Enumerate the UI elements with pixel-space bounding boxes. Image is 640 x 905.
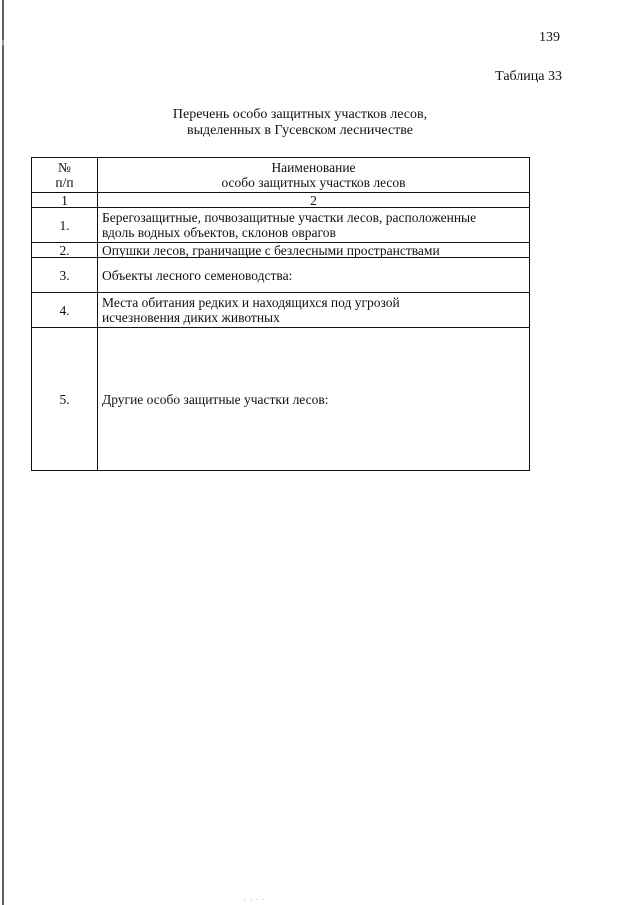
row-number: 2.	[32, 243, 98, 258]
header-name-line-1: Наименование	[271, 160, 356, 175]
row-name: Другие особо защитные участки лесов:	[98, 328, 530, 471]
index-cell-1: 1	[32, 193, 98, 208]
row-number: 5.	[32, 328, 98, 471]
row-name	[98, 208, 530, 243]
document-title-line-1: Перечень особо защитных участков лесов,	[172, 107, 428, 122]
row-number: 3.	[32, 258, 98, 293]
row-number: 4.	[32, 293, 98, 328]
header-number-abbrev: п/п	[55, 175, 74, 190]
row-name	[98, 293, 530, 328]
table-row	[32, 328, 530, 471]
header-number-cell	[32, 158, 98, 193]
table-row	[32, 243, 530, 258]
index-cell-2: 2	[98, 193, 530, 208]
row-name-line-2: вдоль водных объектов, склонов оврагов	[102, 225, 336, 240]
scan-artifact: . . . .	[244, 893, 265, 902]
table-row	[32, 293, 530, 328]
table-header-row	[32, 158, 530, 193]
header-name-line-2: особо защитных участков лесов	[221, 175, 406, 190]
table-row	[32, 258, 530, 293]
document-title-line-2: выделенных в Гусевском лесничестве	[186, 123, 414, 138]
document-title	[100, 107, 500, 139]
row-name-line-1: Берегозащитные, почвозащитные участки лесов, расположенные	[102, 210, 477, 225]
scan-edge-line	[2, 0, 4, 905]
table-index-row	[32, 193, 530, 208]
row-number: 1.	[32, 208, 98, 243]
table-row	[32, 208, 530, 243]
row-name-line-1: Места обитания редких и находящихся под угрозой	[102, 295, 400, 310]
table-label: Таблица 33	[495, 69, 562, 84]
header-name-cell	[98, 158, 530, 193]
row-name: Опушки лесов, граничащие с безлесными пространствами	[98, 243, 530, 258]
protected-areas-table	[31, 157, 530, 471]
row-name-line-2: исчезновения диких животных	[102, 310, 280, 325]
page-number: 139	[539, 30, 560, 45]
header-number-symbol: №	[58, 160, 71, 175]
row-name: Объекты лесного семеноводства:	[98, 258, 530, 293]
